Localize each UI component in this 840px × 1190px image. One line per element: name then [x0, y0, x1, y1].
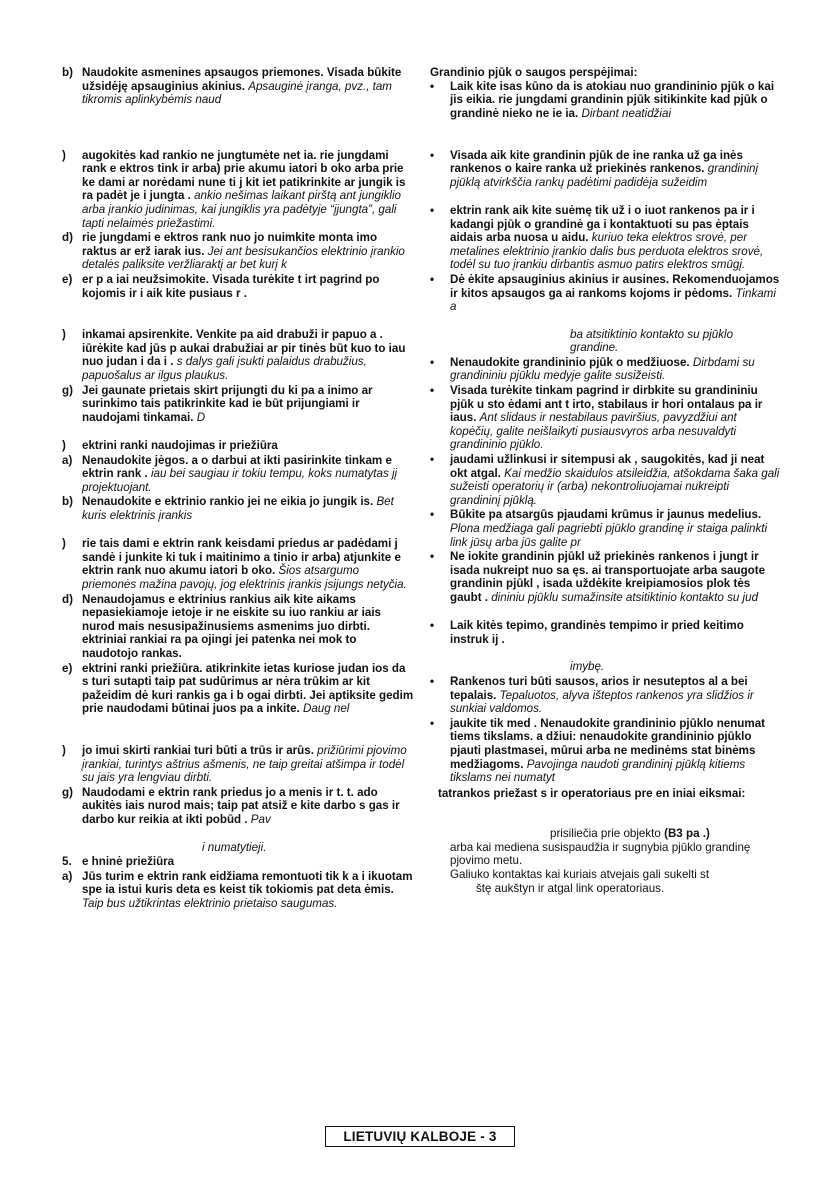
right-item — [430, 508, 780, 549]
item-marker: a) — [62, 453, 73, 467]
left-item — [62, 537, 414, 591]
item-italic-text: Kai medžio skaidulos atsileidžia, atšokdama šaka gali sužeisti operatorių ir (arba) nekontroliuojamai nukreipti grandininį pjūklą. — [450, 466, 780, 507]
item-bold-text: e hninė priežiūra — [82, 855, 175, 869]
item-italic-text: iau bei saugiau ir tokiu tempu, koks numatytas jį projektuojant. — [82, 467, 398, 494]
right-item — [430, 356, 780, 383]
left-column — [62, 66, 414, 912]
right-item — [430, 149, 780, 190]
item-bold-text: Laik kite isas kūno da is atokiau nuo grandininio pjūk o kai jis eikia. rie jungdami grandinin pjūk sitikinkite kad pjūk o grandinė nieko ne ie ia. — [450, 79, 775, 120]
item-italic-text: ankio nešimas laikant pirštą ant jungiklio arba įrankio judinimas, kai jungiklis yra padėtyje “įjungta”, gali tapti nelaimės priežastimi. — [82, 189, 401, 230]
item-marker: ) — [62, 537, 66, 551]
item-marker: • — [430, 716, 435, 730]
left-item — [62, 454, 414, 495]
item-italic-text: Dirbdami su grandininiu pjūklu medyje galite susižeisti. — [450, 355, 755, 383]
item-italic-text: Pavojinga naudoti grandininį pjūklą kitiems tikslams nei numatyt — [450, 757, 746, 785]
item-italic-text: Taip bus užtikrintas elektrinio prietaiso saugumas. — [82, 897, 338, 911]
item-marker: • — [430, 453, 435, 467]
item-bold-text: ektrin rank aik kite suėmę tik už i o iuot rankenos pa ir i kadangi pjūk o grandinė ga i kontaktuoti su pas ėptais aidais arba nuosa u aidu. — [450, 203, 755, 245]
item-bold-text: Nenaudokite e ektrinio rankio jei ne eikia jo jungik is. — [82, 495, 374, 509]
item-italic-text: Tinkami a — [450, 286, 776, 314]
item-marker: g) — [62, 785, 73, 799]
page-footer: LIETUVIŲ KALBOJE - 3 — [325, 1126, 515, 1147]
item-italic-text: kuriuo teka elektros srovė, per metalines elektrinio įrankio dalis bus perduota elektros srovė, todėl su tuo įrankiu dirbantis asmuo patirs elektros smūgį. — [450, 231, 764, 272]
kickback-line4: štę aukštyn ir atgal link operatoriaus. — [476, 881, 665, 895]
left-item — [62, 66, 414, 107]
left-item — [62, 662, 414, 716]
right-item — [430, 80, 780, 121]
right-item — [430, 619, 780, 674]
left-item — [62, 593, 414, 661]
item-bold-text: Ne iokite grandinin pjūkl už priekinės rankenos i jungt ir isada nukreipt nuo sa ęs. ai transportuojate arba saugote grandinin pjūkl , isada uždėkite kreipiamosios plok tės gaubt . — [450, 550, 766, 604]
item-bold-text: rie tais dami e ektrin rank keisdami priedus ar padėdami j sandė i junkite ki tuk i maitinimo a tinio ir arba) atjunkite e ektrin rank nuo akumu iatori b oko. — [82, 537, 401, 578]
item-italic-text: D — [196, 410, 206, 424]
kickback-line2: arba kai mediena susispaudžia ir sugnybia pjūklo grandinę pjovimo metu. — [450, 840, 751, 868]
right-item — [430, 273, 780, 355]
left-item — [62, 855, 414, 869]
right-item — [430, 675, 780, 716]
kickback-text — [430, 827, 780, 895]
kickback-line1-plain: prisiliečia prie objekto — [550, 827, 661, 841]
item-marker: • — [430, 148, 435, 162]
item-bold-text: Jūs turim e ektrin rank eidžiama remontuoti tik k a i ikuotam spe ia istui kuris deta es keist tik tokiomis pat deta ėmis. — [82, 869, 413, 897]
item-italic-text: Dirbant neatidžiai — [581, 106, 672, 120]
item-bold-text: Visada turėkite tinkam pagrind ir dirbkite su grandininiu pjūk u sto ėdami ant t irto, stabilaus ir hori ontalaus pa ir iaus. — [450, 384, 763, 425]
item-bold-text: inkamai apsirenkite. Venkite pa aid drabuži ir papuo a . iūrėkite kad jūs p aukai drabužiai ar pir tinės būt kuo to iau nuo judan i da i . — [82, 328, 406, 369]
item-marker: • — [430, 508, 435, 522]
item-bold-text: Laik kitės tepimo, grandinės tempimo ir pried keitimo instruk ij . — [450, 619, 744, 646]
item-marker: d) — [62, 592, 73, 606]
item-bold-text: Visada aik kite grandinin pjūk de ine ranka už ga inės rankenos o kaire ranka už priekinės rankenos. — [450, 148, 743, 176]
item-marker: • — [430, 550, 435, 564]
item-marker: 5. — [62, 855, 72, 869]
item-marker: e) — [62, 272, 73, 286]
left-item — [62, 384, 414, 425]
item-bold-text: Rankenos turi būti sausos, arios ir nesuteptos al a bei tepalais. — [450, 674, 748, 702]
kickback-line1-bold: (B3 pa .) — [664, 827, 710, 841]
item-bold-text: Būkite pa atsargūs pjaudami krūmus ir jaunus medelius. — [450, 508, 762, 522]
item-bold-text: Jei gaunate prietais skirt prijungti du ki pa a inimo ar surinkimo tais patikrinkite kad ie būt prijungiami ir naudojami tinkamai. — [82, 383, 373, 424]
right-item — [430, 453, 780, 507]
right-list — [430, 80, 780, 785]
left-item — [62, 149, 414, 231]
right-column — [430, 66, 780, 895]
right-item — [430, 384, 780, 452]
item-marker: b) — [62, 66, 73, 79]
item-italic-text: prižiūrimi pjovimo įrankiai, turintys aštrius ašmenis, ne taip greitai atšimpa ir todėl su jais yra lengviau dirbti. — [82, 744, 407, 785]
item-bold-text: ektrini ranki naudojimas ir priežiūra — [82, 439, 278, 453]
item-bold-text: Naudokite asmenines apsaugos priemones. Visada būkite užsidėję apsauginius akinius. — [82, 66, 402, 93]
item-bold-text: Naudodami e ektrin rank priedus jo a menis ir t. t. ado aukitės iais nurod mais; taip pat atsiž e kite darbo s gas ir darbo kur reikia at ikti pobūd . — [82, 785, 400, 827]
item-italic-text: Pav — [250, 813, 271, 827]
item-marker: • — [430, 272, 435, 286]
item-marker: • — [430, 674, 435, 688]
right-item — [430, 717, 780, 785]
item-bold-text: ektrini ranki priežiūra. atikrinkite ietas kuriose judan ios da s turi sutapti taip pat sudūrimus ar nėra trūkim ar kit pažeidim dė kuri rankis ga i b ogai dirbti. Jei aptiksite gedim prie naudodami būtinai juos pa a inkite. — [82, 661, 414, 716]
sub-heading: tatrankos priežast s ir operatoriaus pre en iniai eiksmai: — [438, 786, 746, 800]
item-bold-text: jaukite tik med . Nenaudokite grandininio pjūklo nenumat tiems tikslams. a džiui: nenaudokite grandininio pjūklo pjauti plastmasei, mūrui arba ne medinėms stat binėms medžiagoms. — [450, 716, 766, 771]
left-item — [62, 786, 414, 854]
item-marker: ) — [62, 148, 66, 162]
item-marker: • — [430, 79, 435, 93]
item-italic-text: Bet kuris elektrinis įrankis — [82, 495, 394, 523]
item-marker: d) — [62, 231, 73, 245]
item-marker: ) — [62, 744, 66, 758]
item-italic-text: dininiu pjūklu sumažinsite atsitiktinio kontakto su jud — [491, 590, 759, 604]
item-italic-text: Šios atsargumo priemonės mažina pavojų, jog elektrinis įrankis įsijungs netyčia. — [82, 564, 407, 591]
item-italic-text: s dalys gali įsukti palaidus drabužius, papuošalus ar ilgus plaukus. — [82, 355, 367, 383]
item-italic-text: Plona medžiaga gali pagriebti pjūklo grandinę ir staiga palinkti link jūsų arba jūs galite pr — [450, 522, 768, 549]
item-bold-text: Nenaudokite jėgos. a o darbui at ikti pasirinkite tinkam e ektrin rank . — [82, 453, 392, 481]
item-marker: • — [430, 355, 435, 369]
item-bold-text: Nenaudojamus e ektrinius rankius aik kite aikams nepasiekiamoje ietoje ir ne eiskite su iuo rankiu ar iais nurod mais nesusipažinusiems asmenims juo dirbti. ektriniai rankiai ra pa ojingi jei patenka nei mok to naudotojo rankas. — [82, 592, 381, 660]
item-marker: a) — [62, 869, 73, 883]
item-marker: • — [430, 619, 435, 633]
item-tail-italic: imybę. — [570, 660, 605, 674]
item-italic-text: Daug nel — [302, 702, 350, 716]
left-item — [62, 439, 414, 453]
left-item — [62, 231, 414, 272]
item-marker: g) — [62, 383, 73, 397]
left-item — [62, 328, 414, 382]
item-tail-italic: i numatytieji. — [202, 840, 267, 854]
item-marker: e) — [62, 661, 73, 675]
item-bold-text: er p a iai neužsimokite. Visada turėkite t irt pagrind po kojomis ir i aik kite pusiaus r . — [82, 272, 380, 300]
item-marker: • — [430, 384, 435, 398]
item-marker: ) — [62, 439, 66, 453]
item-italic-text: Ant slidaus ir nestabilaus paviršius, pavyzdžiui ant kopėčių, galite neišlaikyti pusiausvyros arba nesuvaldyti grandininio pjūklo. — [450, 411, 737, 452]
item-bold-text: jo imui skirti rankiai turi būti a trūs ir arūs. — [82, 744, 314, 758]
right-item — [430, 550, 780, 604]
item-bold-text: rie jungdami e ektros rank nuo jo nuimkite monta imo raktus ar erž iarak ius. — [82, 231, 378, 258]
item-bold-text: augokitės kad rankio ne jungtumėte net ia. rie jungdami rank e ektros tink ir arba) prie akumu iatori b oko arba prie ke dami ar norėdami nune ti j kit iet patikrinkite ar jungik is ra padėt je i jungta . — [82, 148, 406, 203]
item-italic-text: grandininį pjūklą atvirkščia rankų padėtimi padidėja sužeidim — [450, 162, 759, 189]
item-marker: b) — [62, 495, 73, 509]
kickback-line3: Galiuko kontaktas kai kuriais atvejais gali sukelti st — [450, 868, 710, 882]
left-item — [62, 495, 414, 522]
item-marker: ) — [62, 328, 66, 342]
left-item — [62, 744, 414, 785]
item-tail-italic: ba atsitiktinio kontakto su pjūklo grandine. — [570, 327, 734, 355]
item-marker: • — [430, 203, 435, 217]
item-italic-text: Tepaluotos, alyva išteptos rankenos yra slidžios ir sunkiai valdomos. — [450, 688, 754, 716]
left-item — [62, 273, 414, 300]
item-italic-text: Jei ant besisukančios elektrinio įrankio detalės paliksite veržliaraktį ar bet kurį k — [82, 244, 405, 272]
item-italic-text: Apsauginė įranga, pvz., tam tikromis aplinkybėmis naud — [82, 79, 392, 107]
section-heading: Grandinio pjūk o saugos perspėjimai: — [430, 66, 638, 79]
right-item — [430, 204, 780, 272]
left-item — [62, 870, 414, 911]
item-bold-text: Dė ėkite apsauginius akinius ir ausines. Rekomenduojamos ir kitos apsaugos ga ai rankoms kojoms ir pėdoms. — [450, 272, 780, 300]
item-bold-text: Nenaudokite grandininio pjūk o medžiuose. — [450, 355, 690, 369]
item-bold-text: jaudami užlinkusi ir sitempusi ak , saugokitės, kad ji neat okt atgal. — [450, 453, 765, 480]
